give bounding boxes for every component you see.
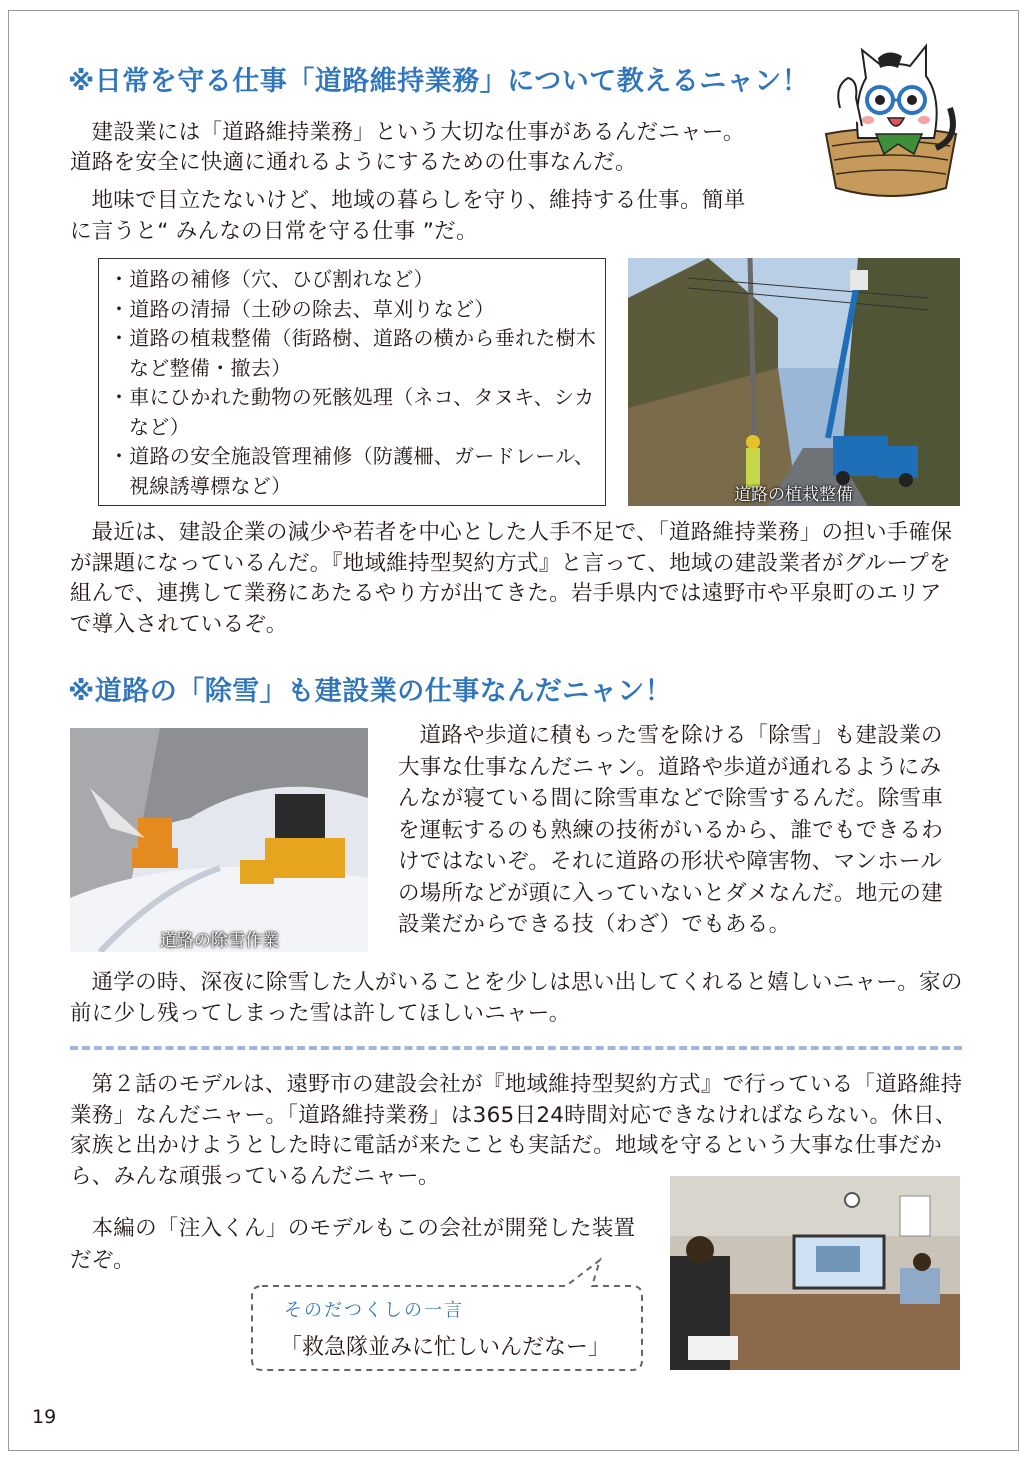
cat-mascot-illustration [818,38,964,200]
meeting-room-photo [670,1176,960,1370]
tree-maintenance-photo-caption: 道路の植栽整備 [734,485,853,505]
section1-heading: ※日常を守る仕事「道路維持業務」について教えるニャン！ [68,66,810,97]
section1-paragraph-2: 最近は、建設企業の減少や若者を中心とした人手不足で、「道路維持業務」の担い手確保が課題になっているんだ。『地域維持型契約方式』と言って、地域の建設業者がグループを組んで、連携して業務にあたるやり方が出てきた。岩手県内では遠野市や平泉町のエリアで導入されているぞ。 [70,520,953,637]
section2-paragraph-1: 道路や歩道に積もった雪を除ける「除雪」も建設業の大事な仕事なんだニャン。道路や歩道が通れるようにみんなが寝ている間に除雪車などで除雪するんだ。除雪車を運転するのも熟練の技術がいるから、誰でもできるわけではないぞ。それに道路の形状や障害物、マンホールの場所などが頭に入っていないとダメなんだ。地元の建設業だからできる技（わざ）でもある。 [398,723,944,937]
list-item: ・道路の補修（穴、ひび割れなど） [109,267,434,291]
section3-paragraph-1: 第２話のモデルは、遠野市の建設会社が『地域維持型契約方式』で行っている「道路維持業務」なんだニャー。「道路維持業務」は365日24時間対応できなければならない。休日、家族と出かけようとした時に電話が来たことも実話だ。地域を守るという大事な仕事だから、みんな頑張っているんだニャー。 [70,1072,963,1189]
section1-intro-line-3: 地味で目立たないけど、地域の暮らしを守り、維持する仕事。簡単 [91,188,746,213]
section2-paragraph-2: 通学の時、深夜に除雪した人がいることを少しは思い出してくれると嬉しいニャー。家の前に少し残ってしまった雪は許してほしいニャー。 [70,970,963,1026]
section-divider [70,1046,962,1050]
comment-quote: 「救急隊並みに忙しいんだなー」 [280,1335,611,1360]
list-item: ・車にひかれた動物の死骸処理（ネコ、タヌキ、シカなど） [109,385,595,439]
tree-maintenance-photo [628,258,960,506]
section1-intro-line-4: に言うと“ みんなの日常を守る仕事 ”だ。 [70,219,478,244]
section1-intro-line-2: 道路を安全に快適に通れるようにするための仕事なんだ。 [70,150,637,175]
list-item: ・道路の植栽整備（街路樹、道路の横から垂れた樹木など整備・撤去） [109,326,597,380]
comment-label: そのだつくしの一言 [284,1300,464,1321]
road-maintenance-task-list [98,258,606,506]
snow-removal-photo [70,728,368,952]
section2-heading: ※道路の「除雪」も建設業の仕事なんだニャン！ [68,676,673,707]
section1-intro-line-1: 建設業には「道路維持業務」という大切な仕事があるんだニャー。 [91,120,745,145]
snow-removal-photo-caption: 道路の除雪作業 [160,931,279,951]
section3-paragraph-2: 本編の「注入くん」のモデルもこの会社が開発した装置だぞ。 [70,1216,636,1273]
page-number: 19 [32,1406,57,1428]
list-item: ・道路の清掃（土砂の除去、草刈りなど） [109,296,495,321]
list-item: ・道路の安全施設管理補修（防護柵、ガードレール、視線誘導標など） [109,444,595,498]
